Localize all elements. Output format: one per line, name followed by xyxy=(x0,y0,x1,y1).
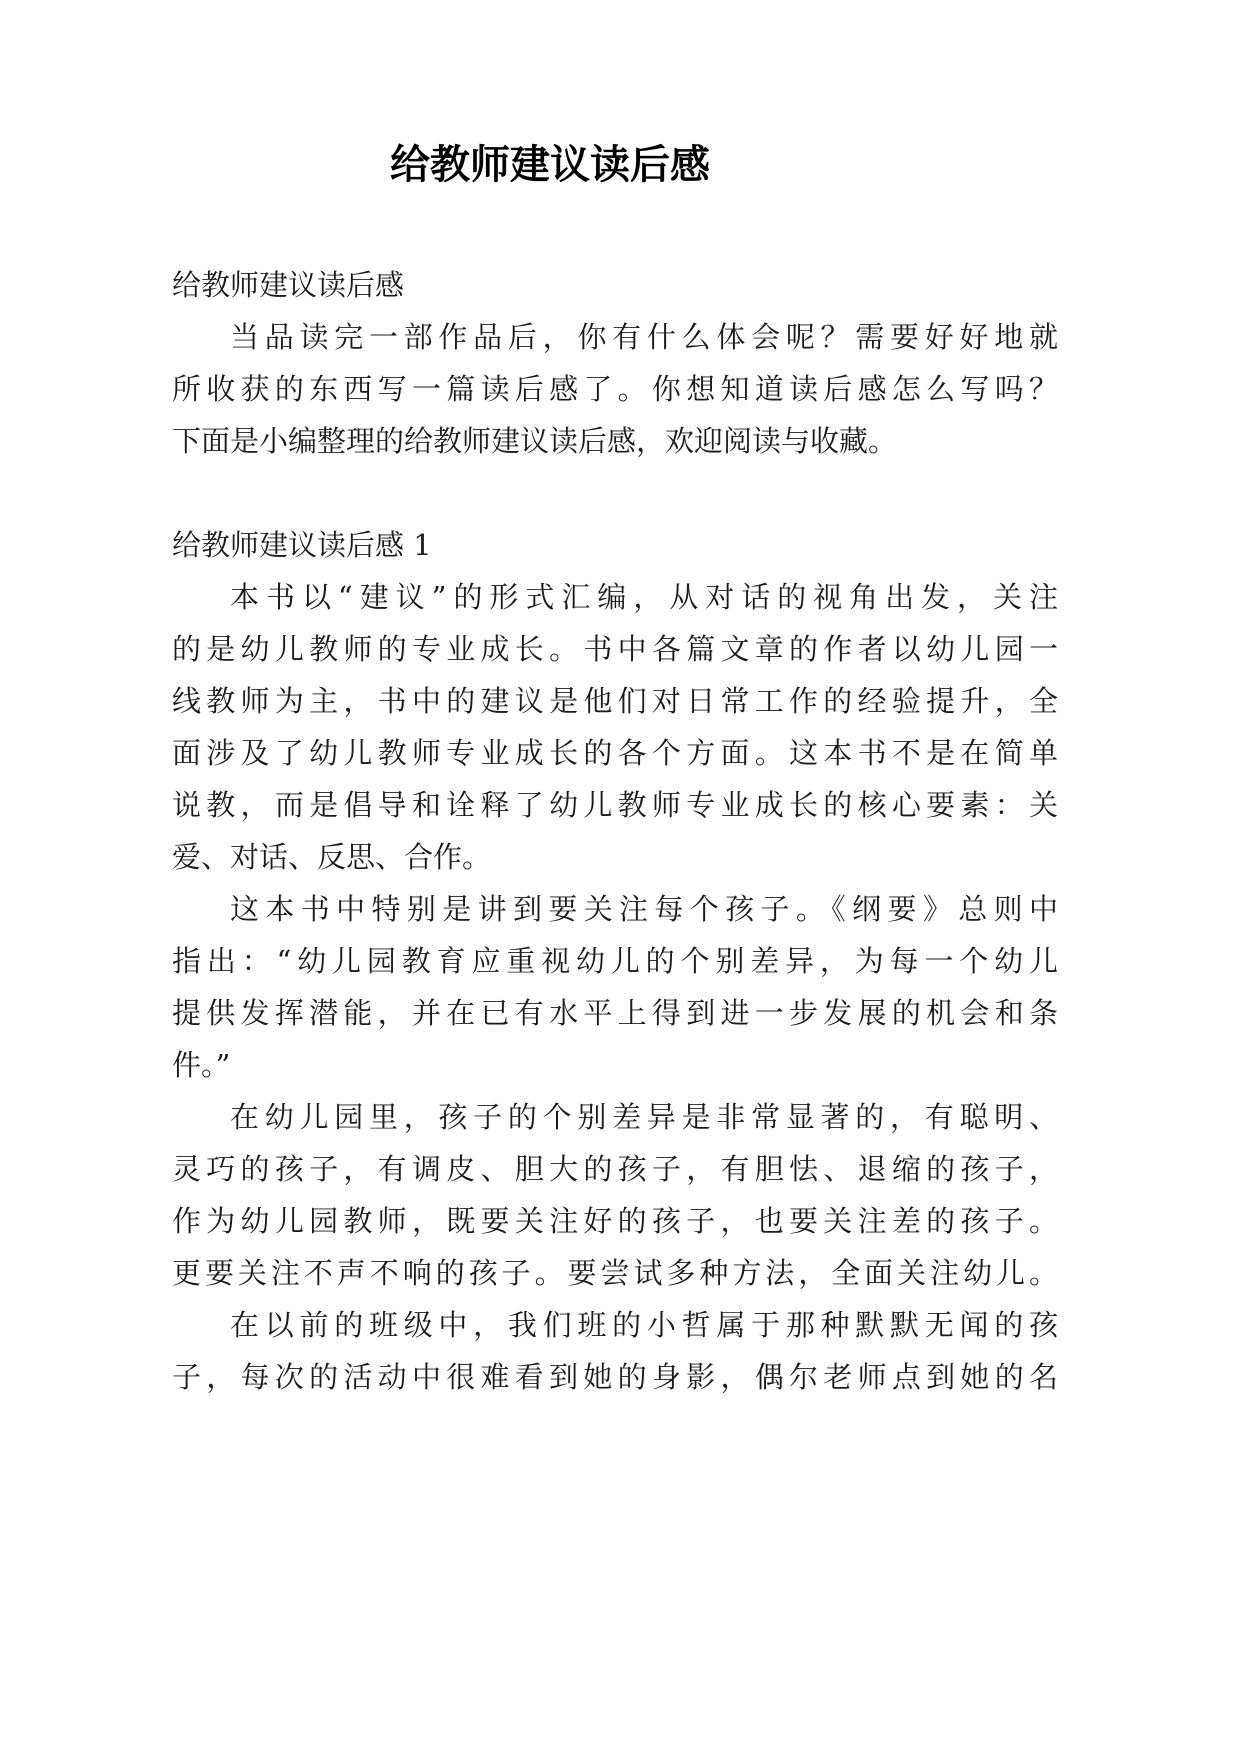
paragraph-line: 面涉及了幼儿教师专业成长的各个方面。这本书不是在简单 xyxy=(172,736,1058,770)
document-body xyxy=(172,259,1058,1403)
paragraph-line: 的是幼儿教师的专业成长。书中各篇文章的作者以幼儿园一 xyxy=(172,632,1058,666)
paragraph-line: 更要关注不声不响的孩子。要尝试多种方法，全面关注幼儿。 xyxy=(172,1256,1058,1290)
intro-paragraph xyxy=(172,311,1058,467)
paragraph-line: 灵巧的孩子，有调皮、胆大的孩子，有胆怯、退缩的孩子， xyxy=(172,1152,1058,1186)
paragraph-line: 提供发挥潜能，并在已有水平上得到进一步发展的机会和条 xyxy=(172,996,1058,1030)
paragraph-line: 所收获的东西写一篇读后感了。你想知道读后感怎么写吗？ xyxy=(172,372,1058,406)
document-subtitle: 给教师建议读后感 xyxy=(172,268,405,302)
paragraph-line: 件。” xyxy=(172,1048,231,1082)
paragraph-line: 爱、对话、反思、合作。 xyxy=(172,840,492,874)
paragraph-line: 在幼儿园里，孩子的个别差异是非常显著的，有聪明、 xyxy=(230,1100,1058,1134)
paragraph-line: 指出：“幼儿园教育应重视幼儿的个别差异，为每一个幼儿 xyxy=(172,944,1058,978)
paragraph-line: 作为幼儿园教师，既要关注好的孩子，也要关注差的孩子。 xyxy=(172,1204,1058,1238)
paragraph-line: 当品读完一部作品后，你有什么体会呢？需要好好地就 xyxy=(230,320,1058,354)
paragraph-line: 线教师为主，书中的建议是他们对日常工作的经验提升，全 xyxy=(172,684,1058,718)
paragraph-line: 下面是小编整理的给教师建议读后感，欢迎阅读与收藏。 xyxy=(172,424,898,458)
document-title: 给教师建议读后感 xyxy=(390,141,710,188)
paragraph-line: 子，每次的活动中很难看到她的身影，偶尔老师点到她的名 xyxy=(172,1360,1058,1394)
blank-line xyxy=(172,467,1058,519)
body-paragraph xyxy=(172,883,1058,1091)
paragraph-line: 说教，而是倡导和诠释了幼儿教师专业成长的核心要素：关 xyxy=(172,788,1058,822)
paragraph-line: 本书以“建议”的形式汇编，从对话的视角出发，关注 xyxy=(230,580,1058,614)
paragraph-line: 在以前的班级中，我们班的小哲属于那种默默无闻的孩 xyxy=(230,1308,1058,1342)
body-paragraph xyxy=(172,571,1058,883)
body-paragraph xyxy=(172,1299,1058,1403)
body-paragraph xyxy=(172,1091,1058,1299)
paragraph-line: 这本书中特别是讲到要关注每个孩子。《纲要》总则中 xyxy=(230,892,1058,926)
section-heading: 给教师建议读后感 1 xyxy=(172,528,432,562)
